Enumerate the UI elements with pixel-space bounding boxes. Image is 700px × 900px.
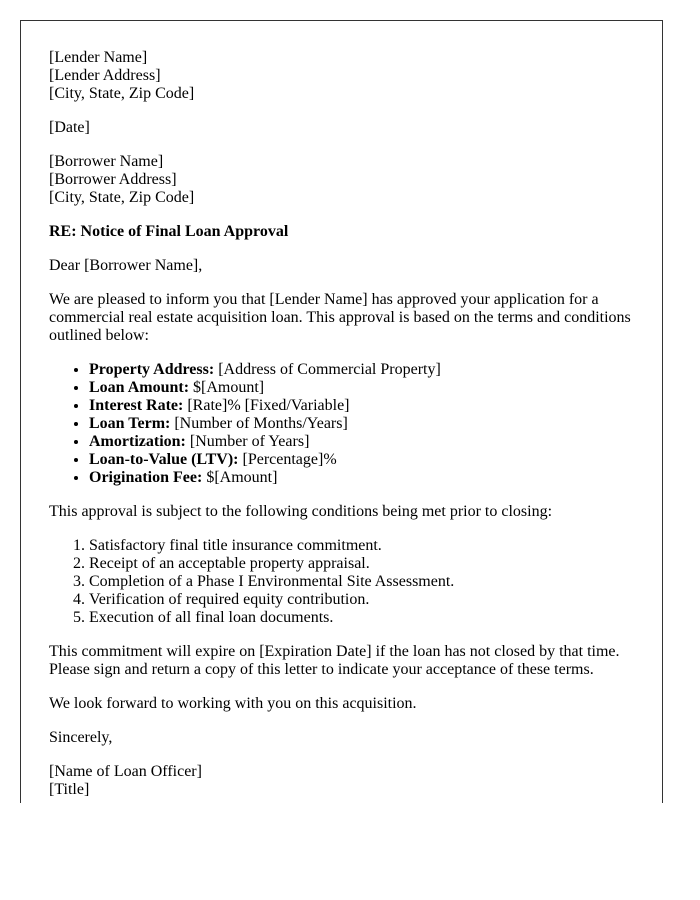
term-value: [Number of Months/Years]	[170, 415, 348, 432]
letter	[20, 20, 663, 803]
term-label: Loan Amount:	[89, 379, 190, 396]
expiration-paragraph: This commitment will expire on [Expiration Date] if the loan has not closed by that time. Please sign and return a copy of this letter to indicate your acceptance of these terms.	[49, 643, 620, 678]
term-item	[89, 379, 634, 397]
letter-date: [Date]	[49, 119, 90, 136]
term-value: $[Amount]	[202, 469, 278, 486]
sender-block	[49, 49, 634, 103]
term-item	[89, 469, 634, 487]
term-label: Interest Rate:	[89, 397, 184, 414]
condition-item: 4. Verification of required equity contribution.	[89, 591, 634, 609]
term-value: [Percentage]%	[238, 451, 337, 468]
intro-paragraph: We are pleased to inform you that [Lender Name] has approved your application for a commercial real estate acquisition loan. This approval is based on the terms and conditions outlined below:	[49, 291, 631, 344]
subject-text: RE: Notice of Final Loan Approval	[49, 223, 289, 240]
conditions-list	[49, 537, 634, 627]
term-item	[89, 451, 634, 469]
recipient-name: [Borrower Name]	[49, 153, 164, 170]
officer-title: [Title]	[49, 781, 90, 798]
condition-item: 2. Receipt of an acceptable property appraisal.	[89, 555, 634, 573]
officer-name: [Name of Loan Officer]	[49, 763, 202, 780]
term-value: $[Amount]	[189, 379, 265, 396]
sender-name: [Lender Name]	[49, 49, 148, 66]
term-item	[89, 397, 634, 415]
term-label: Property Address:	[89, 361, 215, 378]
recipient-address: [Borrower Address]	[49, 171, 177, 188]
subject-line	[49, 223, 634, 241]
condition-item: 5. Execution of all final loan documents.	[89, 609, 634, 627]
term-value: [Address of Commercial Property]	[214, 361, 441, 378]
term-item	[89, 361, 634, 379]
signoff: Sincerely,	[49, 729, 113, 746]
sender-city: [City, State, Zip Code]	[49, 85, 195, 102]
loan-terms-list	[49, 361, 634, 487]
sender-address: [Lender Address]	[49, 67, 161, 84]
recipient-city: [City, State, Zip Code]	[49, 189, 195, 206]
term-label: Origination Fee:	[89, 469, 203, 486]
term-value: [Number of Years]	[185, 433, 310, 450]
term-label: Loan-to-Value (LTV):	[89, 451, 239, 468]
condition-item: 1. Satisfactory final title insurance commitment.	[89, 537, 634, 555]
term-item	[89, 433, 634, 451]
salutation: Dear [Borrower Name],	[49, 257, 203, 274]
term-value: [Rate]% [Fixed/Variable]	[183, 397, 350, 414]
signature-block	[49, 763, 634, 799]
closing-line: We look forward to working with you on this acquisition.	[49, 695, 417, 712]
conditions-intro: This approval is subject to the following conditions being met prior to closing:	[49, 503, 553, 520]
term-item	[89, 415, 634, 433]
recipient-block	[49, 153, 634, 207]
term-label: Amortization:	[89, 433, 186, 450]
condition-item: 3. Completion of a Phase I Environmental Site Assessment.	[89, 573, 634, 591]
term-label: Loan Term:	[89, 415, 171, 432]
